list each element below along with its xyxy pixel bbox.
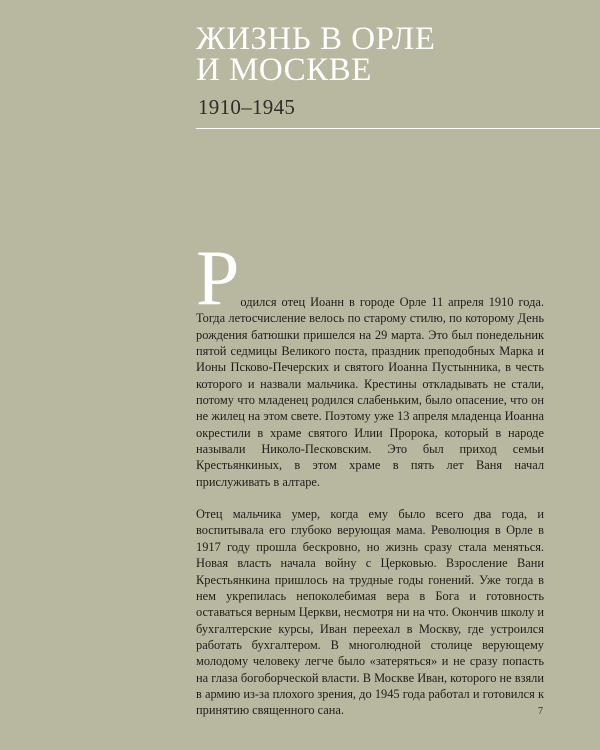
page-number: 7 <box>538 706 543 717</box>
paragraph-1-text: одился отец Иоанн в городе Орле 11 апреля 1910 года. Тогда летосчисление велось по старому стилю, по которому День рождения батюшки пришелся на 29 марта. Это был понедельник пятой седмицы Великого поста, праздник преподобных Марка и Ионы Псково-Печерских и святого Иоанна Пустынника, в честь которого и назвали мальчика. Крестины откладывать не стали, потому что младенец родился слабеньким, было опасение, что он не жилец на этом свете. Поэтому уже 13 апреля младенца Иоанна окрестили в храме святого Илии Пророка, который в народе называли Николо-Песковским. Это был приход семьи Крестьянкиных, в этом храме в пять лет Ваня начал прислуживать в алтаре. <box>196 295 544 489</box>
paragraph-1 <box>196 234 544 490</box>
paragraph-2: Отец мальчика умер, когда ему было всего два года, и воспитывала его глубоко верующая мама. Революция в Орле в 1917 году прошла бескровно, но жизнь сразу стала меняться. Новая власть начала войну с Церковью. Взросление Вани Крестьянкина пришлось на трудные годы гонений. Уже тогда в нем укрепилась непоколебимая вера в Бога и готовность оставаться верным Церкви, несмотря ни на что. Окончив школу и бухгалтерские курсы, Иван переехал в Москву, где устроился работать бухгалтером. В многолюдной столице верующему молодому человеку легче было «затеряться» и не сразу попасть на глаза богоборческой власти. В Москве Иван, которого не взяли в армию из-за плохого зрения, до 1945 года работал и готовился к принятию священного сана. <box>196 507 544 718</box>
chapter-title <box>196 21 436 88</box>
chapter-title-line-1: ЖИЗНЬ В ОРЛЕ <box>196 21 436 57</box>
drop-cap: Р <box>196 234 240 321</box>
chapter-body <box>196 234 544 719</box>
dropcap-spacer <box>196 248 544 294</box>
title-divider <box>196 128 600 129</box>
chapter-title-line-2: И МОСКВЕ <box>196 52 372 88</box>
chapter-years: 1910–1945 <box>198 95 296 119</box>
